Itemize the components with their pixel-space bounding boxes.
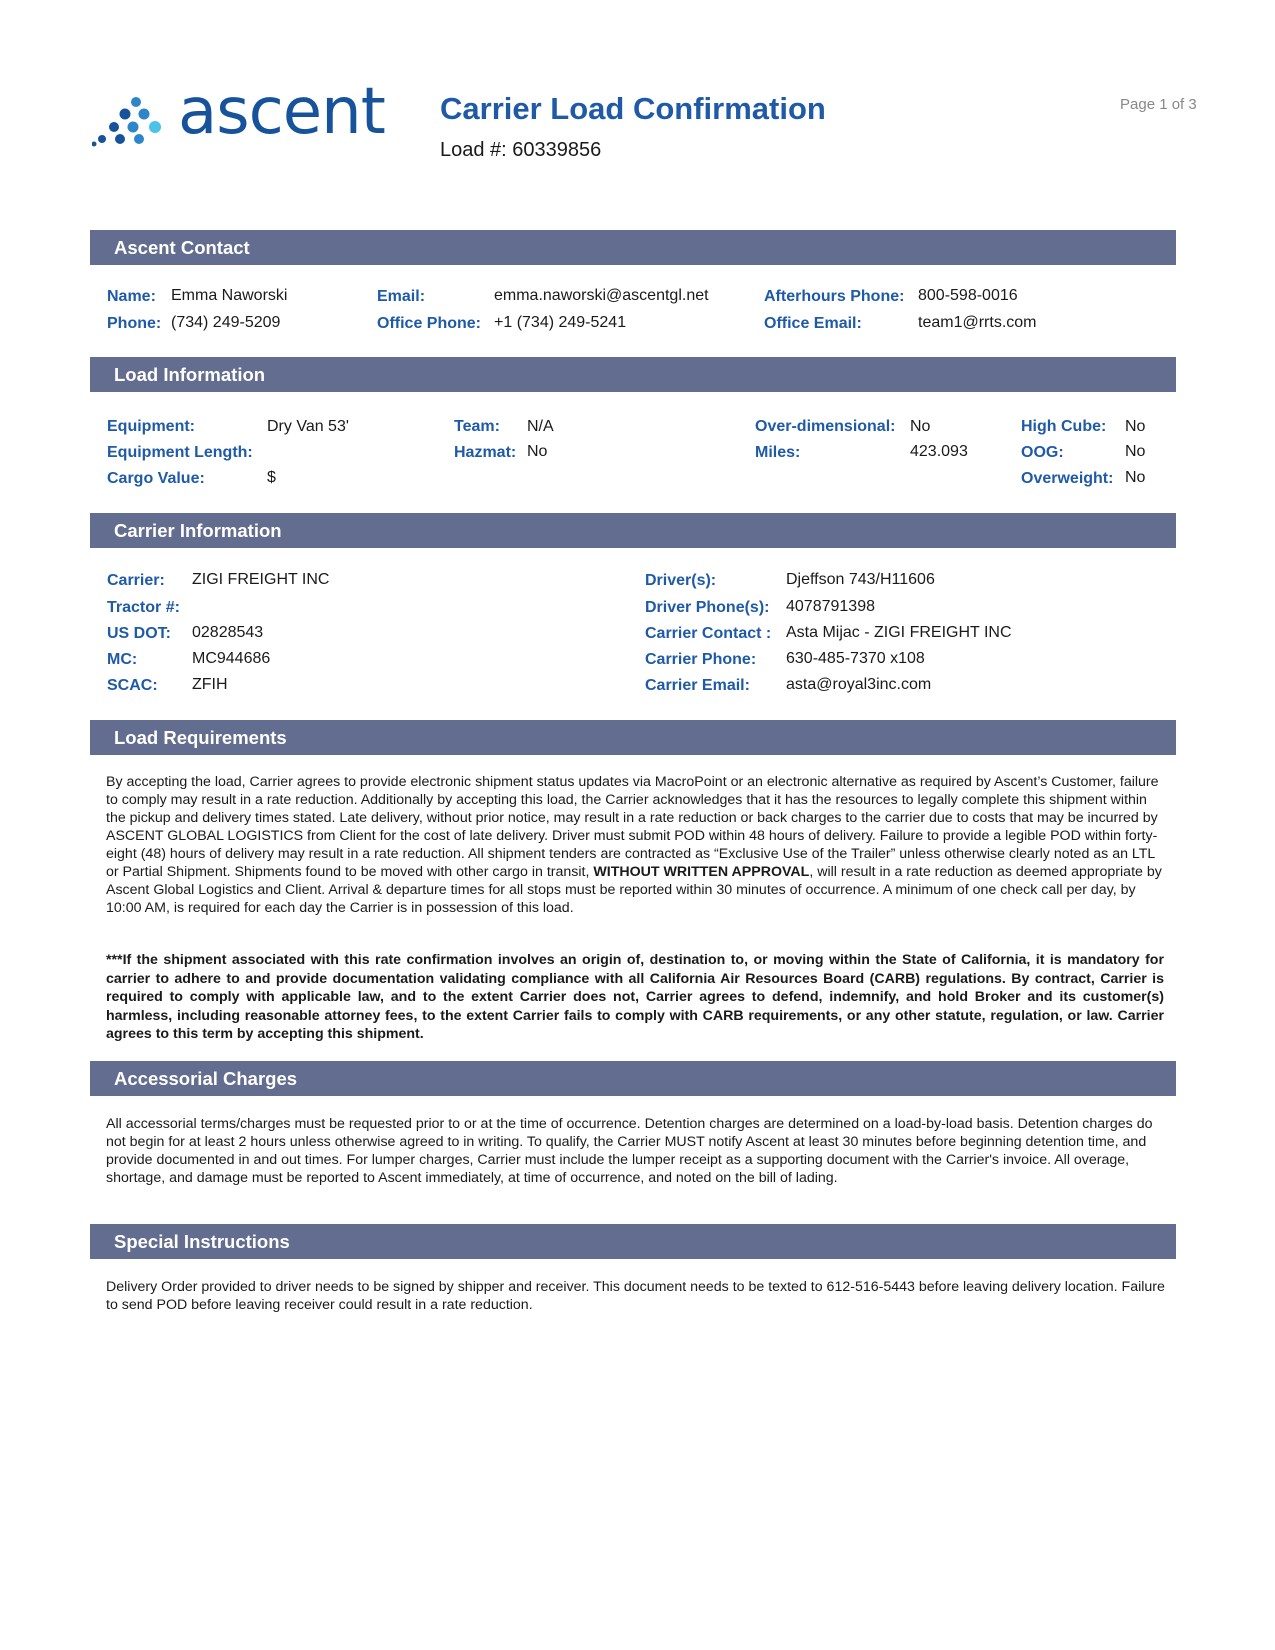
section-title: Ascent Contact: [114, 237, 250, 258]
carrier-email-label: Carrier Email:: [645, 677, 750, 694]
driver-phone-label: Driver Phone(s):: [645, 599, 770, 616]
us-dot-label: US DOT:: [107, 625, 171, 642]
office-email-label: Office Email:: [764, 315, 862, 332]
office-phone-label: Office Phone:: [377, 315, 482, 332]
section-bar-special-instructions: [90, 1224, 1176, 1259]
section-bar-accessorial-charges: [90, 1061, 1176, 1096]
name-value: Emma Naworski: [171, 287, 288, 304]
carrier-label: Carrier:: [107, 572, 165, 589]
name-label: Name:: [107, 288, 156, 305]
scac-label: SCAC:: [107, 677, 158, 694]
section-bar-load-requirements: [90, 720, 1176, 755]
oog-label: OOG:: [1021, 444, 1064, 461]
equipment-label: Equipment:: [107, 418, 195, 435]
carb-notice: ***If the shipment associated with this rate confirmation involves an origin of, destination to, or moving within the State of California, it is mandatory for carrier to adhere to and provide documentation validating compliance with all California Air Resources Board (CARB) regulations. By contract, Carrier is required to comply with applicable law, and to the extent Carrier does not, Carrier agrees to defend, indemnify, and hold Broker and its customer(s) harmless, including reasonable attorney fees, to the extent Carrier fails to comply with CARB requirements, or any other statute, regulation, or law. Carrier agrees to this term by accepting this shipment.: [106, 952, 1164, 1042]
over-dimensional-label: Over-dimensional:: [755, 418, 896, 435]
team-value: N/A: [527, 418, 554, 435]
accessorial-charges-text: All accessorial terms/charges must be requested prior to or at the time of occurrence. Detention charges are determined on a load-by-load basis. Detention charges do not begin for at least 2 hours unless otherwise agreed to in writing. To qualify, the Carrier MUST notify Ascent at least 30 minutes before beginning detention time, and provide documented in and out times. For lumper charges, Carrier must include the lumper receipt as a supporting document with the Carrier's invoice. All overage, shortage, and damage must be reported to Ascent immediately, at time of occurrence, and noted on the bill of lading.: [106, 1116, 1153, 1186]
load-number: [440, 139, 601, 162]
afterhours-phone-label: Afterhours Phone:: [764, 288, 905, 305]
office-email-value: team1@rrts.com: [918, 314, 1037, 331]
load-number-value: 60339856: [512, 139, 602, 161]
drivers-value: Djeffson 743/H11606: [786, 571, 935, 588]
section-title: Load Information: [114, 364, 266, 385]
afterhours-phone-value: 800-598-0016: [918, 287, 1018, 304]
phone-label: Phone:: [107, 315, 162, 332]
office-phone-value: +1 (734) 249-5241: [494, 314, 627, 331]
section-title: Accessorial Charges: [114, 1068, 298, 1089]
miles-value: 423.093: [910, 443, 968, 460]
page-title: Carrier Load Confirmation: [440, 91, 826, 126]
page-indicator: Page 1 of 3: [1120, 96, 1197, 113]
tractor-label: Tractor #:: [107, 599, 180, 616]
carrier-email-value: asta@royal3inc.com: [786, 676, 932, 693]
load-requirements-paragraph: [106, 773, 1166, 917]
section-bar-carrier-information: [90, 513, 1176, 548]
carrier-contact-label: Carrier Contact :: [645, 625, 772, 642]
miles-label: Miles:: [755, 444, 801, 461]
oog-value: No: [1125, 443, 1146, 460]
load-number-label: Load #:: [440, 139, 507, 161]
logo-wordmark: ascent: [178, 75, 385, 149]
hazmat-label: Hazmat:: [454, 444, 517, 461]
carrier-phone-value: 630-485-7370 x108: [786, 650, 925, 667]
mc-label: MC:: [107, 651, 138, 668]
email-label: Email:: [377, 288, 426, 305]
cargo-value-label: Cargo Value:: [107, 470, 205, 487]
special-instructions-text: Delivery Order provided to driver needs to be signed by shipper and receiver. This document needs to be texted to 612-516-5443 before leaving delivery location. Failure to send POD before leaving receiver could result in a rate reduction.: [106, 1279, 1165, 1313]
load-requirements-text-end: , will result in a rate reduction as deemed appropriate by Ascent Global Logistics and Client. Arrival & departure times for all stops must be reported within 30 minutes of occurrence. A minimum of one check call per day, by 10:00 AM, is required for each day the Carrier is in possession of this load.: [106, 864, 1162, 916]
mc-value: MC944686: [192, 650, 271, 667]
hazmat-value: No: [527, 443, 548, 460]
carrier-contact-value: Asta Mijac - ZIGI FREIGHT INC: [786, 624, 1012, 641]
section-title: Load Requirements: [114, 727, 287, 748]
high-cube-label: High Cube:: [1021, 418, 1107, 435]
email-value: emma.naworski@ascentgl.net: [494, 287, 709, 304]
section-title: Special Instructions: [114, 1231, 290, 1252]
section-bar-ascent-contact: [90, 230, 1176, 265]
ascent-logo: [92, 75, 412, 158]
carrier-phone-label: Carrier Phone:: [645, 651, 757, 668]
equipment-value: Dry Van 53': [267, 418, 349, 435]
load-requirements-bold: WITHOUT WRITTEN APPROVAL: [593, 864, 810, 880]
over-dimensional-value: No: [910, 418, 931, 435]
cargo-value-value: $: [267, 469, 276, 486]
load-requirements-text: By accepting the load, Carrier agrees to provide electronic shipment status updates via MacroPoint or an electronic alternative as required by Ascent’s Customer, failure to comply may result in a rate reduction. Additionally by accepting this load, the Carrier acknowledges that it has the resources to legally complete this shipment within the pickup and delivery times stated. Late delivery, without prior notice, may result in a rate reduction or back charges to the carrier due to costs that may be incurred by ASCENT GLOBAL LOGISTICS from Client for the cost of late delivery. Driver must submit POD within 48 hours of delivery. Failure to provide a legible POD within forty-eight (48) hours of delivery may result in a rate reduction. All shipment tenders are contracted as “Exclusive Use of the Trailer” unless otherwise clearly noted as an LTL or Partial Shipment. Shipments found to be moved with other cargo in transit,: [106, 774, 1159, 880]
section-bar-load-information: [90, 357, 1176, 392]
carrier-value: ZIGI FREIGHT INC: [192, 571, 330, 588]
team-label: Team:: [454, 418, 500, 435]
overweight-value: No: [1125, 469, 1146, 486]
overweight-label: Overweight:: [1021, 470, 1114, 487]
logo-dots-icon: [92, 94, 176, 154]
scac-value: ZFIH: [192, 676, 228, 693]
phone-value: (734) 249-5209: [171, 314, 281, 331]
driver-phone-value: 4078791398: [786, 598, 875, 615]
high-cube-value: No: [1125, 418, 1146, 435]
equipment-length-label: Equipment Length:: [107, 444, 253, 461]
drivers-label: Driver(s):: [645, 572, 717, 589]
section-title: Carrier Information: [114, 520, 282, 541]
us-dot-value: 02828543: [192, 624, 264, 641]
